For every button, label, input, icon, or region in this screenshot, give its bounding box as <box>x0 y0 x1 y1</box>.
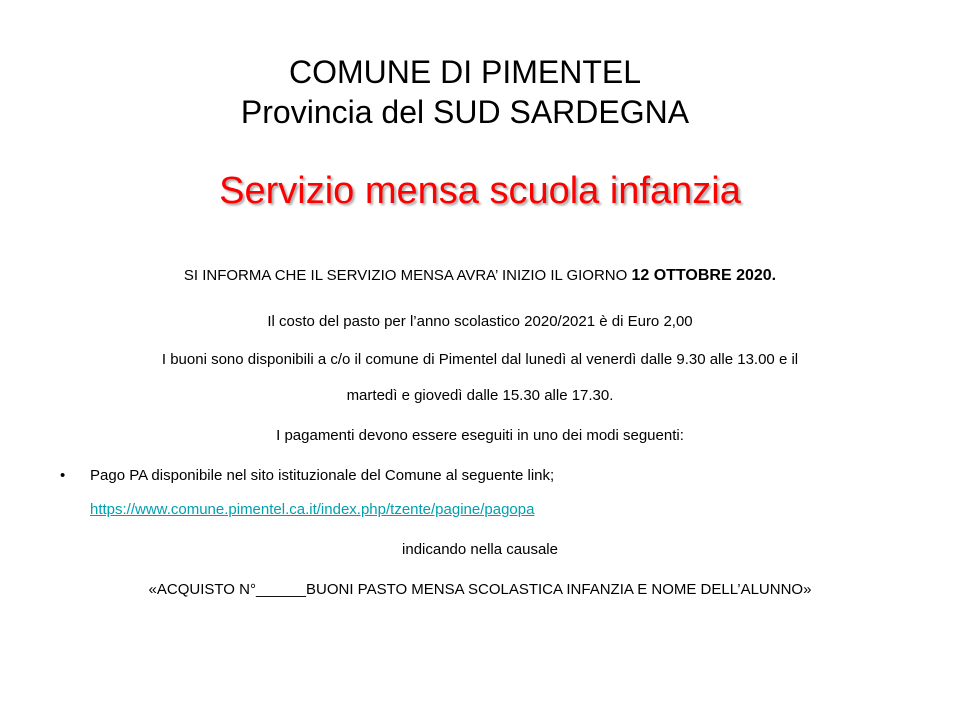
start-date: 12 OTTOBRE 2020. <box>631 267 777 284</box>
start-notice-intro: SI INFORMA CHE IL SERVIZIO MENSA AVRA’ INIZIO IL GIORNO <box>183 267 628 284</box>
municipality-header <box>0 52 930 132</box>
meal-cost: Il costo del pasto per l’anno scolastico 2020/2021 è di Euro 2,00 <box>267 313 693 330</box>
voucher-availability-line1: I buoni sono disponibili a c/o il comune di Pimentel dal lunedì al venerdì dalle 9.30 alle 13.00 e il <box>161 351 799 368</box>
causale-intro: indicando nella causale <box>402 541 558 558</box>
pagopa-link[interactable]: https://www.comune.pimentel.ca.it/index.php/tzente/pagine/pagopa <box>90 501 535 518</box>
causale-text: «ACQUISTO N°______BUONI PASTO MENSA SCOLASTICA INFANZIA E NOME DELL’ALUNNO» <box>148 581 812 598</box>
municipality-name: COMUNE DI PIMENTEL <box>288 54 642 90</box>
voucher-availability-line2: martedì e giovedì dalle 15.30 alle 17.30. <box>346 387 614 404</box>
payments-intro: I pagamenti devono essere eseguiti in uno dei modi seguenti: <box>276 427 684 444</box>
service-headline: Servizio mensa scuola infanzia <box>219 170 741 212</box>
start-notice <box>0 266 960 286</box>
payment-method-text: Pago PA disponibile nel sito istituzionale del Comune al seguente link; <box>90 467 555 484</box>
province-name: Provincia del SUD SARDEGNA <box>240 94 690 130</box>
bullet-icon: • <box>60 467 66 484</box>
